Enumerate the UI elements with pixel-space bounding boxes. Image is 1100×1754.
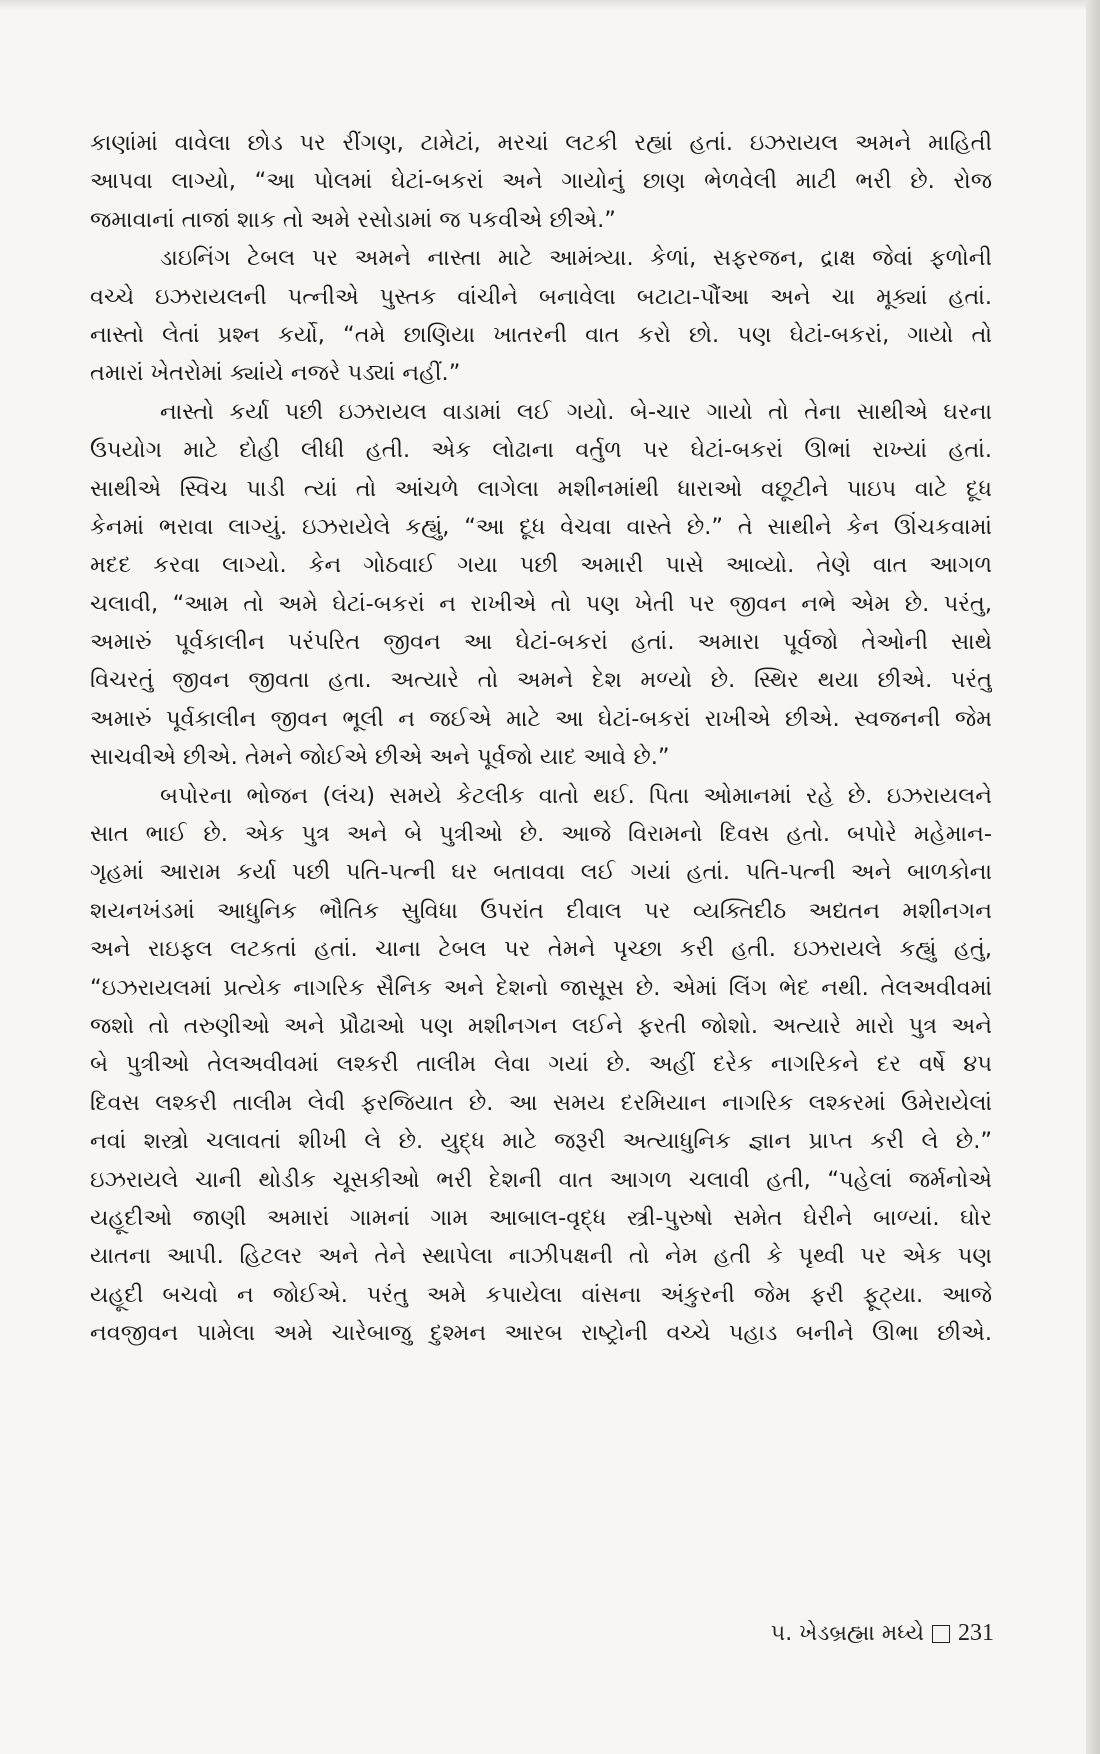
text-line: સાત ભાઈ છે. એક પુત્ર અને બે પુત્રીઓ છે. આજે વિરામનો દિવસ હતો. બપોરે મહેમાન- xyxy=(90,821,992,848)
text-line: તમારાં ખેતરોમાં ક્યાંયે નજરે પડ્યાં નહીં.” xyxy=(90,360,461,387)
page-top-shadow xyxy=(0,0,1100,10)
text-line: કાણાંમાં વાવેલા છોડ પર રીંગણ, ટામેટાં, મરચાં લટકી રહ્યાં હતાં. ઇઝરાયલ અમને માહિતી xyxy=(90,130,992,156)
text-line: યહૂદી બચવો ન જોઈએ. પરંતુ અમે કપાયેલા વાંસના અંકુરની જેમ ફરી ફૂટ્યા. આજે xyxy=(90,1281,992,1308)
page-edge-shadow xyxy=(1086,0,1100,1754)
text-line: નાસ્તો લેતાં પ્રશ્ન કર્યો, “તમે છાણિયા ખાતરની વાત કરો છો. પણ ઘેટાં-બકરાં, ગાયો તો xyxy=(90,321,992,348)
text-line: આપવા લાગ્યો, “આ પોલમાં ઘેટાં-બકરાં અને ગાયોનું છાણ ભેળવેલી માટી ભરી છે. રોજ xyxy=(90,168,992,195)
text-line: કેનમાં ભરાવા લાગ્યું. ઇઝરાયેલે કહ્યું, “આ દૂધ વેચવા વાસ્તે છે.” તે સાથીને કેન ઊંચકવામાં xyxy=(90,513,992,540)
text-line: મદદ કરવા લાગ્યો. કેન ગોઠવાઈ ગયા પછી અમારી પાસે આવ્યો. તેણે વાત આગળ xyxy=(90,552,992,579)
text-line: વિચરતું જીવન જીવતા હતા. અત્યારે તો અમને દેશ મળ્યો છે. સ્થિર થયા છીએ. પરંતુ xyxy=(90,667,992,694)
text-line: જમાવાનાં તાજાં શાક તો અમે રસોડામાં જ પકવીએ છીએ.” xyxy=(90,206,616,233)
square-separator-icon xyxy=(932,1625,950,1643)
paragraph-start-line: ડાઇનિંગ ટેબલ પર અમને નાસ્તા માટે આમંત્ર્યા. કેળાં, સફરજન, દ્રાક્ષ જેવાં ફળોની xyxy=(160,245,992,272)
text-line: દિવસ લશ્કરી તાલીમ લેવી ફરજિયાત છે. આ સમય દરમિયાન નાગરિક લશ્કરમાં ઉમેરાયેલાં xyxy=(90,1089,992,1116)
paragraph-start-line: નાસ્તો કર્યા પછી ઇઝરાયલ વાડામાં લઈ ગયો. બે-ચાર ગાયો તો તેના સાથીએ ઘરના xyxy=(160,398,992,425)
text-line: ઇઝરાયલે ચાની થોડીક ચૂસકીઓ ભરી દેશની વાત આગળ ચલાવી હતી, “પહેલાં જર્મનોએ xyxy=(90,1166,992,1193)
text-line: વચ્ચે ઇઝરાયલની પત્નીએ પુસ્તક વાંચીને બનાવેલા બટાટા-પૌંઆ અને ચા મૂક્યાં હતાં. xyxy=(90,283,992,310)
text-line: યહૂદીઓ જાણી અમારાં ગામનાં ગામ આબાલ-વૃદ્ધ સ્ત્રી-પુરુષો સમેત ઘેરીને બાળ્યાં. ઘોર xyxy=(90,1204,992,1231)
text-line: બે પુત્રીઓ તેલઅવીવમાં લશ્કરી તાલીમ લેવા ગયાં છે. અહીં દરેક નાગરિકને દર વર્ષે ૪૫ xyxy=(90,1051,992,1078)
text-line: ગૃહમાં આરામ કર્યા પછી પતિ-પત્ની ઘર બતાવવા લઈ ગયાં હતાં. પતિ-પત્ની અને બાળકોના xyxy=(90,859,992,886)
text-line: “ઇઝરાયલમાં પ્રત્યેક નાગરિક સૈનિક અને દેશનો જાસૂસ છે. એમાં લિંગ ભેદ નથી. તેલઅવીવમાં xyxy=(90,974,992,1001)
chapter-running-title: ૫. ખેડબ્રહ્મા મધ્યે xyxy=(770,1621,924,1646)
text-line: જશો તો તરુણીઓ અને પ્રૌઢાઓ પણ મશીનગન લઈને ફરતી જોશો. અત્યારે મારો પુત્ર અને xyxy=(90,1012,992,1039)
text-line: અમારું પૂર્વકાલીન પરંપરિત જીવન આ ઘેટાં-બકરાં હતાં. અમારા પૂર્વજો તેઓની સાથે xyxy=(90,629,992,656)
page-body xyxy=(90,124,992,1353)
text-line: શયનખંડમાં આધુનિક ભૌતિક સુવિધા ઉપરાંત દીવાલ પર વ્યક્તિદીઠ અદ્યતન મશીનગન xyxy=(90,897,992,924)
text-line: નવાં શસ્ત્રો ચલાવતાં શીખી લે છે. યુદ્ધ માટે જરૂરી અત્યાધુનિક જ્ઞાન પ્રાપ્ત કરી લે છે.” xyxy=(90,1128,992,1155)
text-line: નવજીવન પામેલા અમે ચારેબાજુ દુશ્મન આરબ રાષ્ટ્રોની વચ્ચે પહાડ બનીને ઊભા છીએ. xyxy=(90,1320,992,1347)
paragraph-start-line: બપોરના ભોજન (લંચ) સમયે કેટલીક વાતો થઈ. પિતા ઓમાનમાં રહે છે. ઇઝરાયલને xyxy=(160,782,992,809)
page-footer xyxy=(771,1620,994,1647)
text-line: અને રાઇફલ લટકતાં હતાં. ચાના ટેબલ પર તેમને પૃચ્છા કરી હતી. ઇઝરાયલે કહ્યું હતું, xyxy=(90,936,992,963)
text-line: ચલાવી, “આમ તો અમે ઘેટાં-બકરાં ન રાખીએ તો પણ ખેતી પર જીવન નભે એમ છે. પરંતુ, xyxy=(90,590,992,617)
text-line: અમારું પૂર્વકાલીન જીવન ભૂલી ન જઈએ માટે આ ઘેટાં-બકરાં રાખીએ છીએ. સ્વજનની જેમ xyxy=(90,705,992,732)
text-line: ઉપયોગ માટે દોહી લીધી હતી. એક લોઢાના વર્તુળ પર ઘેટાં-બકરાં ઊભાં રાખ્યાં હતાં. xyxy=(90,437,992,464)
text-line: સાચવીએ છીએ. તેમને જોઈએ છીએ અને પૂર્વજો યાદ આવે છે.” xyxy=(90,744,670,771)
text-line: સાથીએ સ્વિચ પાડી ત્યાં તો આંચળે લાગેલા મશીનમાંથી ધારાઓ વછૂટીને પાઇપ વાટે દૂધ xyxy=(90,475,992,502)
page-number: 231 xyxy=(958,1620,994,1646)
text-line: યાતના આપી. હિટલર અને તેને સ્થાપેલા નાઝીપક્ષની તો નેમ હતી કે પૃથ્વી પર એક પણ xyxy=(90,1243,992,1270)
